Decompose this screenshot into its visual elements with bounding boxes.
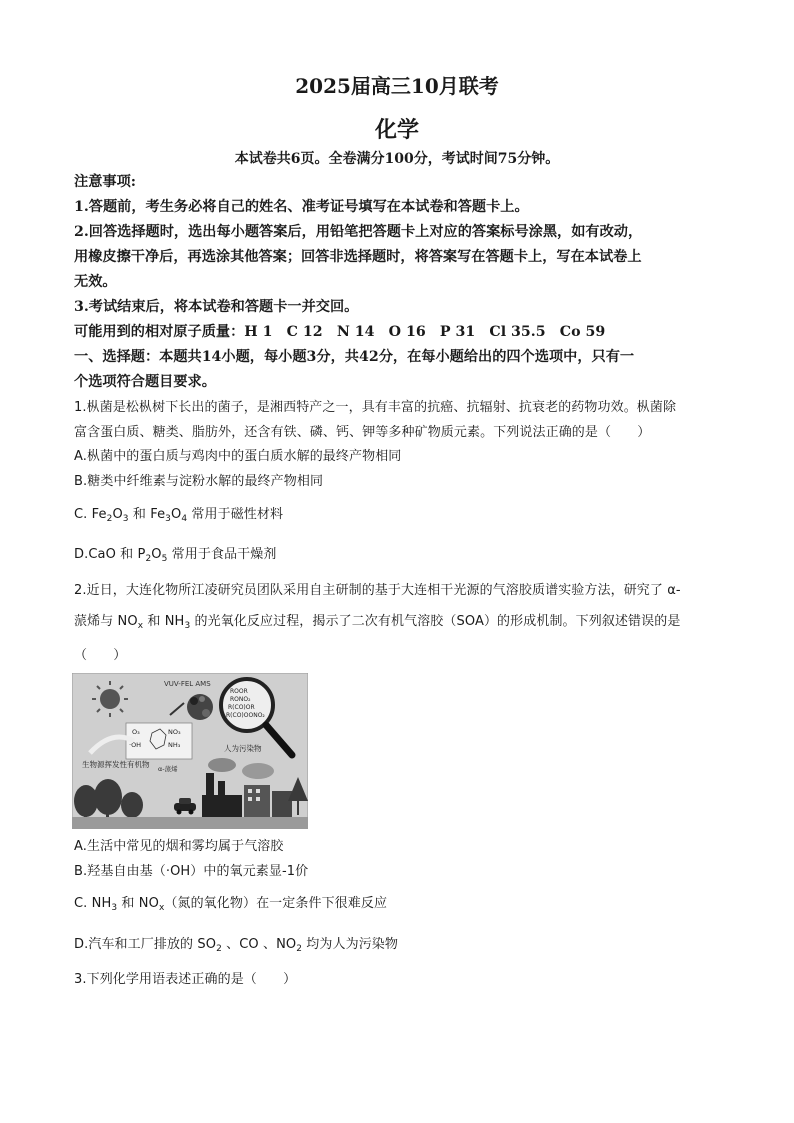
product-label-3: R(CO)OR <box>228 704 255 711</box>
note-1: 1.答题前，考生务必将自己的姓名、准考证号填写在本试卷和答题卡上。 <box>74 199 529 215</box>
notes-heading: 注意事项: <box>74 174 136 190</box>
section-heading-line-1: 一、选择题：本题共14小题，每小题3分，共42分，在每小题给出的四个选项中，只有一 <box>74 349 635 365</box>
aerosol-figure <box>72 673 308 829</box>
reactant-label-4: NH₃ <box>168 741 181 749</box>
reactant-label-1: O₃ <box>132 728 140 736</box>
reactant-label-2: NO₃ <box>168 728 181 736</box>
q1-option-a: A.枞菌中的蛋白质与鸡肉中的蛋白质水解的最终产物相同 <box>74 449 402 464</box>
subject-title: 化学 <box>374 117 419 143</box>
q1-option-c: C. $Fe_2O_3$ 和 $Fe_3O_4$ 常用于磁性材料 <box>74 507 284 524</box>
exam-title: 2025届高三10月联考 <box>295 74 499 98</box>
reactant-label-3: ·OH <box>129 741 142 749</box>
section-heading-line-2: 个选项符合题目要求。 <box>74 374 216 390</box>
q2-stem-line-1: 2.近日，大连化物所江凌研究员团队采用自主研制的基于大连相干光源的气溶胶质谱实验方法，研究了 α- <box>74 583 681 598</box>
q2-option-c: C. $NH_3$ 和 $NO_x$（氮的氧化物）在一定条件下很难反应 <box>74 896 388 913</box>
q2-stem-line-3: （ ） <box>74 648 127 663</box>
q2-option-d: D.汽车和工厂排放的 $SO_2$ 、CO 、$NO_2$ 均为人为污染物 <box>74 937 399 954</box>
q2-stem-line-2: 蒎烯与 $NO_x$ 和 $NH_3$ 的光氧化反应过程，揭示了二次有机气溶胶（SOA）的形成机制。下列叙述错误的是 <box>74 614 681 631</box>
q1-option-b: B.糖类中纤维素与淀粉水解的最终产物相同 <box>74 474 324 489</box>
q2-option-a: A.生活中常见的烟和雾均属于气溶胶 <box>74 839 284 854</box>
particle-cluster-icon <box>187 694 213 720</box>
q1-stem-line-2: 富含蛋白质、糖类、脂肪外，还含有铁、磷、钙、钾等多种矿物质元素。下列说法正确的是（ ） <box>74 425 651 440</box>
note-2-line-3: 无效。 <box>74 274 117 290</box>
note-2-line-2: 用橡皮擦干净后，再选涂其他答案；回答非选择题时，将答案写在答题卡上，写在本试卷上 <box>74 249 642 265</box>
q1-stem-line-1: 1.枞菌是松枞树下长出的菌子，是湘西特产之一，具有丰富的抗癌、抗辐射、抗衰老的药物功效。枞菌除 <box>74 400 677 415</box>
atomic-masses: 可能用到的相对原子质量：H 1 C 12 N 14 O 16 P 31 Cl 35.5 Co 59 <box>74 324 606 340</box>
pinene-label: α-蒎烯 <box>158 765 178 773</box>
note-3: 3.考试结束后，将本试卷和答题卡一并交回。 <box>74 299 359 315</box>
bio-label: 生物源挥发性有机物 <box>82 760 150 769</box>
q3-stem: 3.下列化学用语表述正确的是（ ） <box>74 972 297 987</box>
product-label-4: R(CO)OONO₂ <box>226 712 265 719</box>
figure-label-top: VUV-FEL AMS <box>164 680 211 688</box>
human-pollutant-label: 人为污染物 <box>224 744 262 753</box>
q2-option-b: B.羟基自由基（·OH）中的氧元素显-1价 <box>74 864 309 879</box>
exam-info: 本试卷共6页。全卷满分100分，考试时间75分钟。 <box>234 151 560 167</box>
note-2-line-1: 2.回答选择题时，选出每小题答案后，用铅笔把答题卡上对应的答案标号涂黑，如有改动， <box>74 224 643 240</box>
q1-option-d: D.CaO 和 $P_2O_5$ 常用于食品干燥剂 <box>74 547 277 564</box>
product-label-1: ROOR <box>230 688 248 695</box>
molecule-box <box>126 723 192 759</box>
product-label-2: RONO₂ <box>230 696 251 703</box>
